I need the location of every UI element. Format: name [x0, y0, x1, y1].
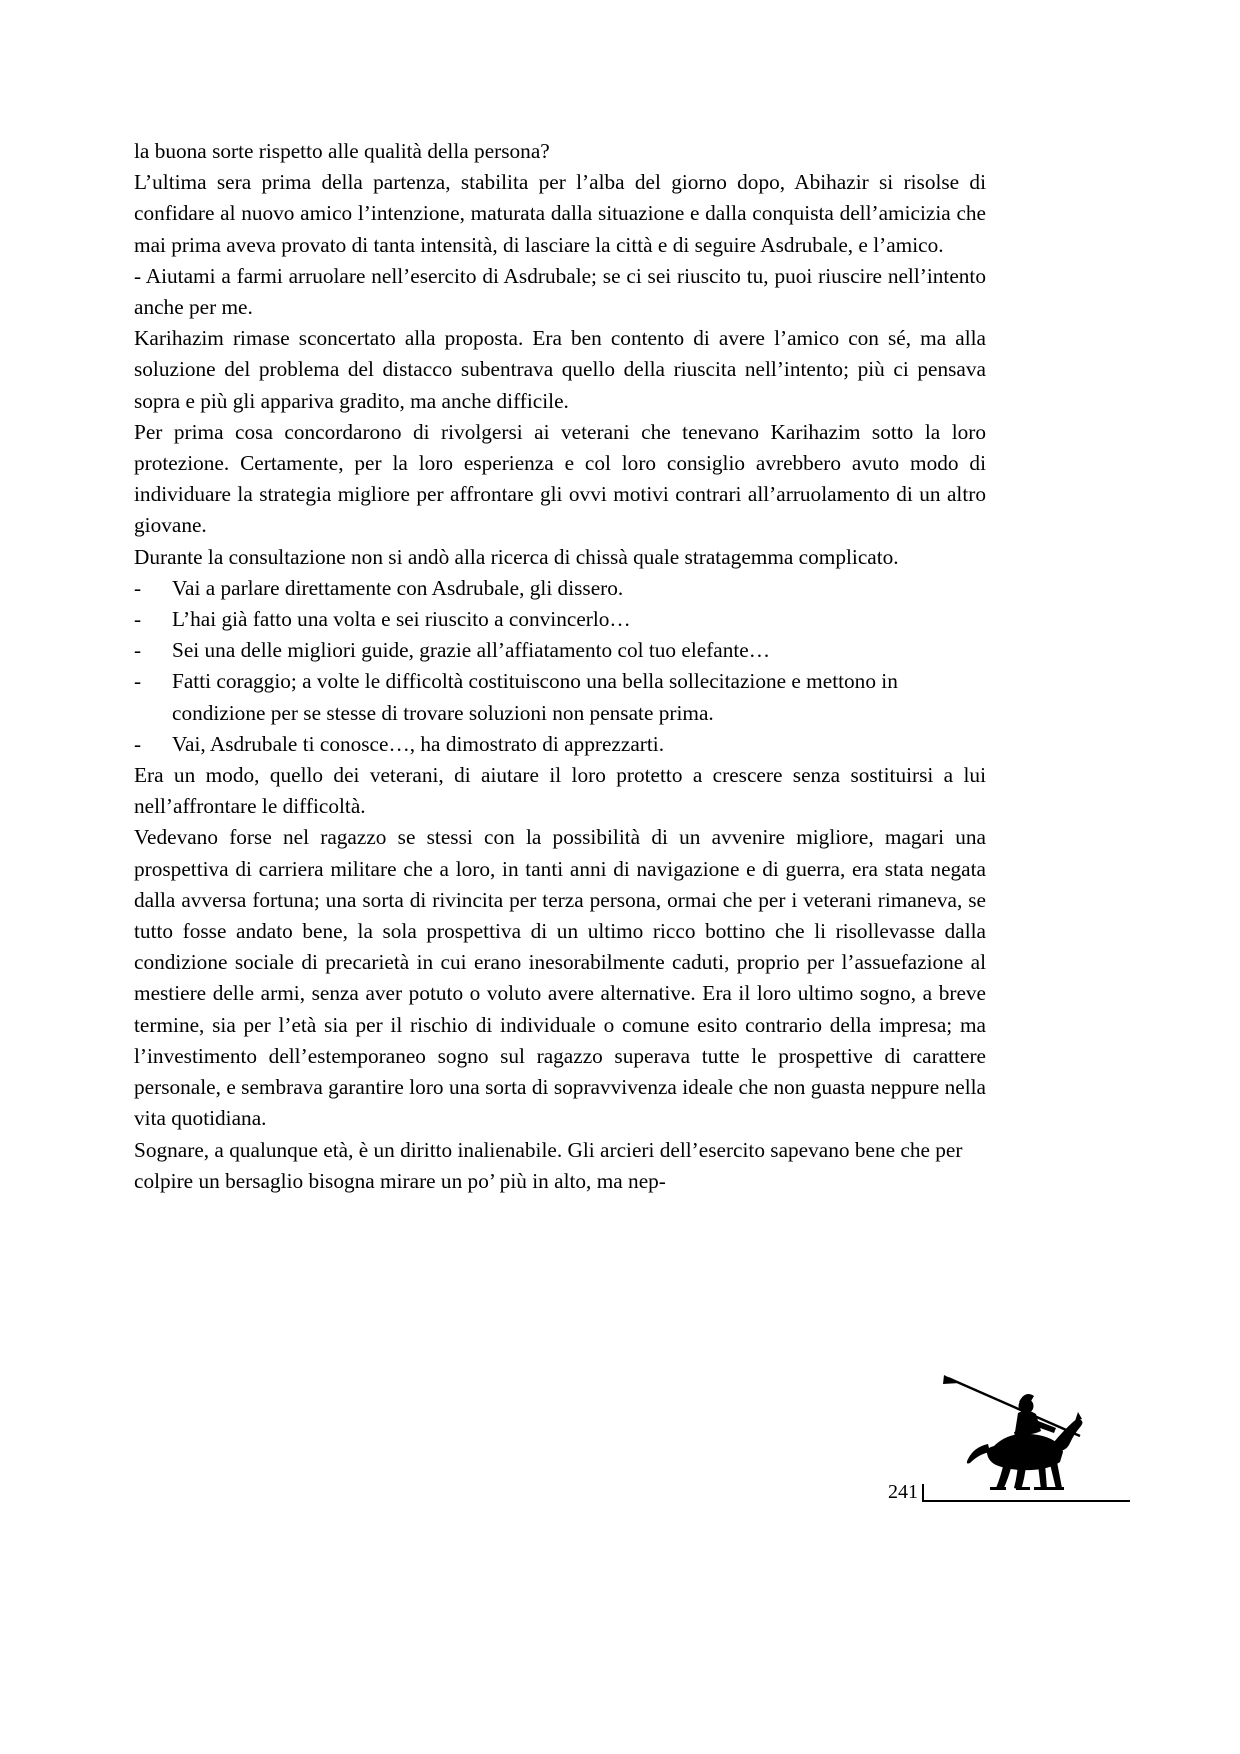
- list-item-label: Sei una delle migliori guide, grazie all’affiatamento col tuo elefante…: [172, 638, 771, 663]
- mounted-lancer-silhouette-icon: [930, 1372, 1110, 1512]
- paragraph-vedevano-forse: Vedevano forse nel ragazzo se stessi con la possibilità di un avvenire migliore, magari una prospettiva di carriera militare che a loro, in tanti anni di navigazione e di guerra, era stata negata dalla avversa fortuna; una sorta di rivincita per terza persona, ormai che per i veterani rimaneva, se tutto fosse andato bene, la sola prospettiva di un ultimo ricco bottino che li risollevasse dalla condizione sociale di precarietà in cui erano inesorabilmente caduti, proprio per l’assuefazione al mestiere delle armi, senza aver potuto o voluto avere alternative. Era il loro ultimo sogno, a breve termine, sia per l’età sia per il rischio di individuale o comune esito contrario della impresa; ma l’investimento dell’estemporaneo sogno sul ragazzo superava tutte le prospettive di carattere personale, e sembrava garantire loro una sorta di sopravvivenza ideale che non guasta neppure nella vita quotidiana.: [134, 825, 986, 1131]
- footer-ornament-group: [888, 1372, 1130, 1552]
- list-bullet-dash: -: [134, 638, 142, 663]
- list-item: [134, 729, 986, 760]
- list-item-label: Fatti coraggio; a volte le difficoltà costituiscono una bella sollecitazione e mettono in condizione per se stesse di trovare soluzioni non pensate prima.: [172, 669, 898, 725]
- paragraph-per-prima-cosa: Per prima cosa concordarono di rivolgersi ai veterani che tenevano Karihazim sotto la loro protezione. Certamente, per la loro esperienza e col loro consiglio avrebbero avuto modo di individuare la strategia migliore per affrontare gli ovvi motivi contrari all’arruolamento di un altro giovane.: [134, 419, 986, 538]
- paragraph-durante-consultazione: Durante la consultazione non si andò alla ricerca di chissà quale stratagemma complicato.: [134, 544, 899, 569]
- list-item: [134, 573, 986, 604]
- paragraph-ultima-sera: L’ultima sera prima della partenza, stabilita per l’alba del giorno dopo, Abihazir si risolse di confidare al nuovo amico l’intenzione, maturata dalla situazione e dalla conquista dell’amicizia che mai prima aveva provato di tanta intensità, di lasciare la città e di seguire Asdrubale, e l’amico.: [134, 170, 986, 257]
- paragraph-aiutami: - Aiutami a farmi arruolare nell’esercito di Asdrubale; se ci sei riuscito tu, puoi riuscire nell’intento anche per me.: [134, 263, 986, 320]
- paragraph-sognare: Sognare, a qualunque età, è un diritto inalienabile. Gli arcieri dell’esercito sapevano bene che per colpire un bersaglio bisogna mirare un po’ più in alto, ma nep-: [134, 1137, 963, 1193]
- page-footer: [0, 1372, 1240, 1552]
- paragraph-karihazim: Karihazim rimase sconcertato alla proposta. Era ben contento di avere l’amico con sé, ma alla soluzione del problema del distacco subentrava quello della riuscita nell’intento; più ci pensava sopra e più gli appariva gradito, ma anche difficile.: [134, 326, 986, 413]
- veterans-advice-list: [134, 573, 986, 760]
- list-item-label: Vai a parlare direttamente con Asdrubale, gli dissero.: [172, 575, 624, 600]
- paragraph-era-un-modo: Era un modo, quello dei veterani, di aiutare il loro protetto a crescere senza sostituirsi a lui nell’affrontare le difficoltà.: [134, 763, 986, 819]
- page-body-text: [134, 136, 986, 1197]
- footer-rule-long: [922, 1500, 1130, 1502]
- list-item: [134, 604, 986, 635]
- footer-rule-vertical: [922, 1484, 924, 1501]
- list-bullet-dash: -: [134, 575, 142, 600]
- list-item-label: L’hai già fatto una volta e sei riuscito a convincerlo…: [172, 607, 631, 632]
- list-bullet-dash: -: [134, 731, 142, 756]
- list-bullet-dash: -: [134, 669, 142, 694]
- list-item-label: Vai, Asdrubale ti conosce…, ha dimostrato di apprezzarti.: [172, 731, 665, 756]
- list-bullet-dash: -: [134, 607, 142, 632]
- paragraph-question: la buona sorte rispetto alle qualità della persona?: [134, 139, 550, 163]
- page-number: 241: [888, 1481, 918, 1503]
- list-item: [134, 666, 986, 728]
- list-item: [134, 635, 986, 666]
